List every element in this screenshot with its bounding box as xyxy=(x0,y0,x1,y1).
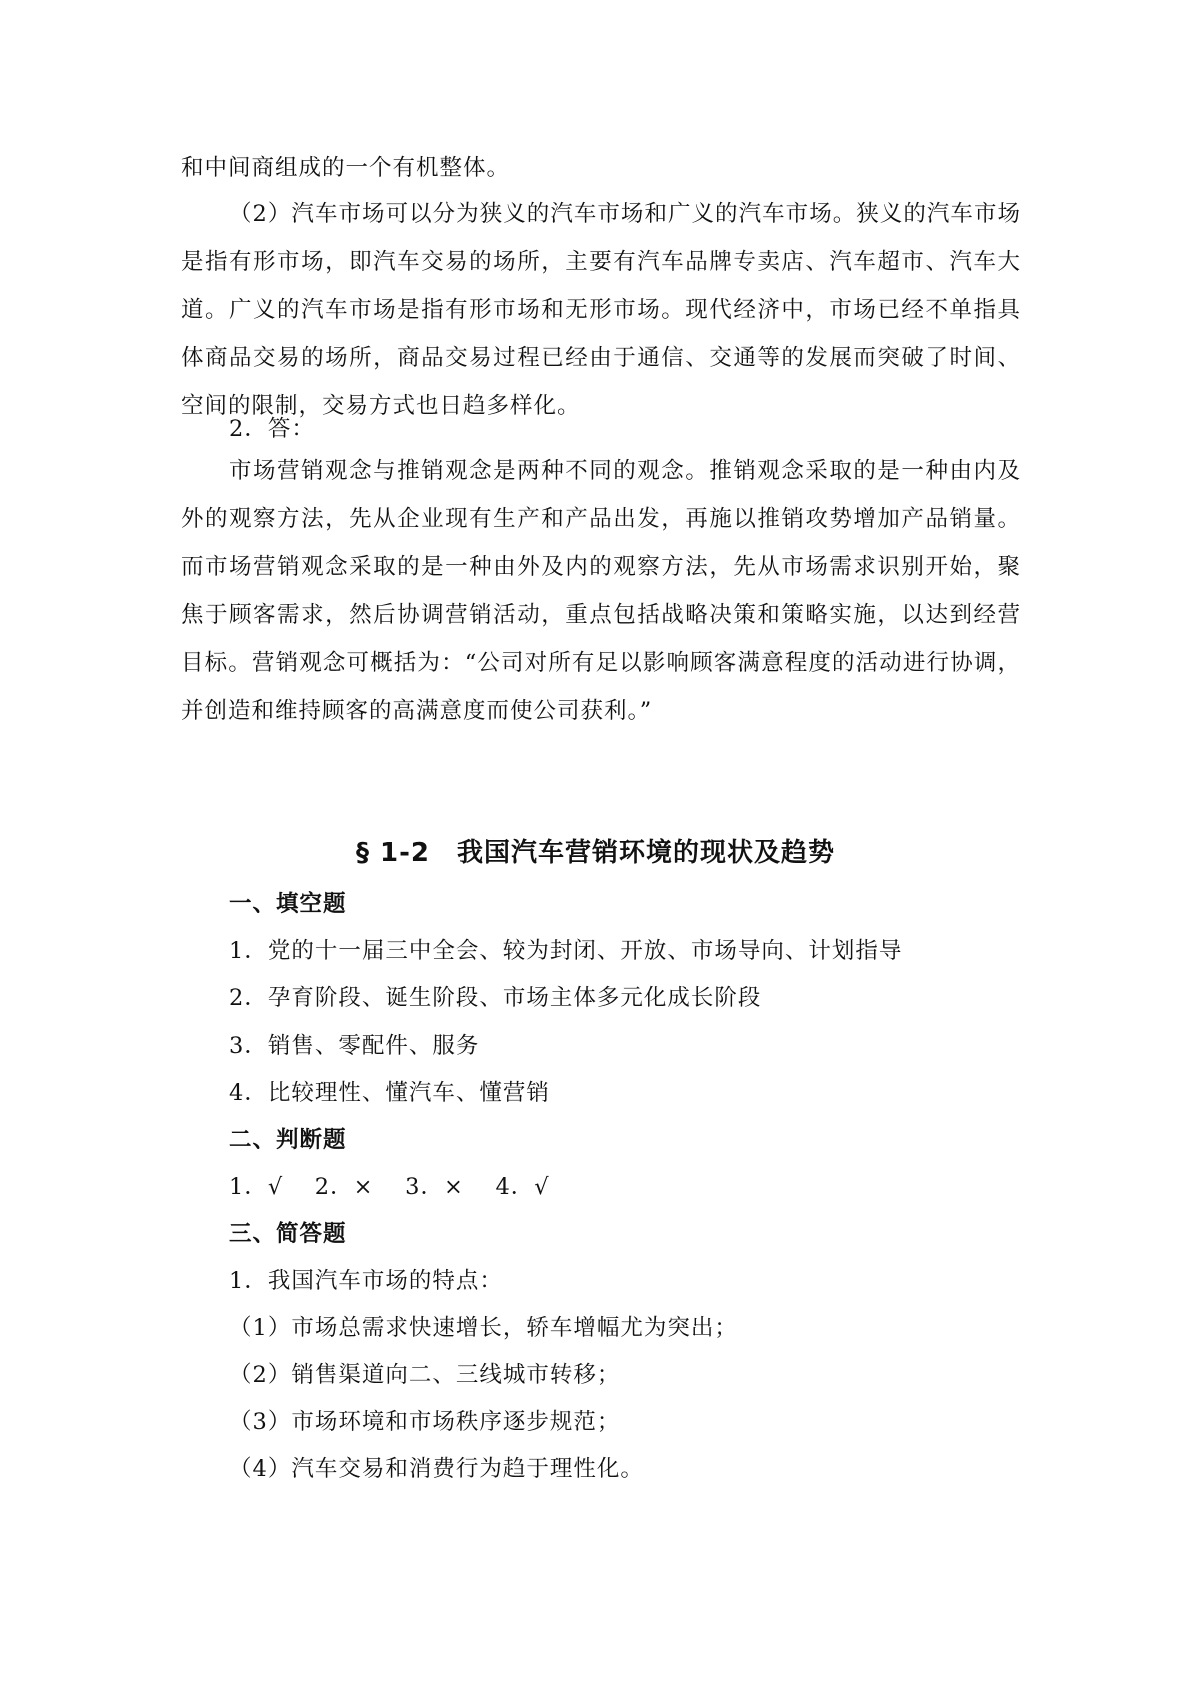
fill-blank-item: 1．党的十一届三中全会、较为封闭、开放、市场导向、计划指导 xyxy=(229,938,903,964)
judgment-answers: 1．√ 2．× 3．× 4．√ xyxy=(229,1174,550,1200)
short-answer-item: （3）市场环境和市场秩序逐步规范； xyxy=(229,1409,621,1435)
paragraph-marketing-concept: 市场营销观念与推销观念是两种不同的观念。推销观念采取的是一种由内及外的观察方法，先从企业现有生产和产品出发，再施以推销攻势增加产品销量。而市场营销观念采取的是一种由外及内的观察方法，先从市场需求识别开始，聚焦于顾客需求，然后协调营销活动，重点包括战略决策和策略实施，以达到经营目标。营销观念可概括为：“公司对所有足以影响顾客满意程度的活动进行协调，并创造和维持顾客的高满意度而使公司获利。” xyxy=(181,458,1021,724)
fill-blank-item: 3．销售、零配件、服务 xyxy=(229,1033,480,1059)
section-title: § 1-2 我国汽车营销环境的现状及趋势 xyxy=(355,838,836,868)
short-answer-item: （2）销售渠道向二、三线城市转移； xyxy=(229,1362,621,1388)
heading-fill-blank: 一、填空题 xyxy=(229,891,347,917)
short-answer-item: （4）汽车交易和消费行为趋于理性化。 xyxy=(229,1456,644,1482)
short-answer-item: （1）市场总需求快速增长，轿车增幅尤为突出； xyxy=(229,1315,738,1341)
short-answer-intro: 1．我国汽车市场的特点： xyxy=(229,1268,503,1294)
heading-judgment: 二、判断题 xyxy=(229,1127,347,1153)
fill-blank-item: 4．比较理性、懂汽车、懂营销 xyxy=(229,1080,550,1106)
paragraph-car-market-definition: （2）汽车市场可以分为狭义的汽车市场和广义的汽车市场。狭义的汽车市场是指有形市场，即汽车交易的场所，主要有汽车品牌专卖店、汽车超市、汽车大道。广义的汽车市场是指有形市场和无形市场。现代经济中，市场已经不单指具体商品交易的场所，商品交易过程已经由于通信、交通等的发展而突破了时间、空间的限制，交易方式也日趋多样化。 xyxy=(181,201,1021,419)
answer-2-label: 2．答： xyxy=(229,416,315,442)
fill-blank-item: 2．孕育阶段、诞生阶段、市场主体多元化成长阶段 xyxy=(229,985,762,1011)
heading-short-answer: 三、简答题 xyxy=(229,1221,347,1247)
paragraph-continuation: 和中间商组成的一个有机整体。 xyxy=(181,155,511,181)
